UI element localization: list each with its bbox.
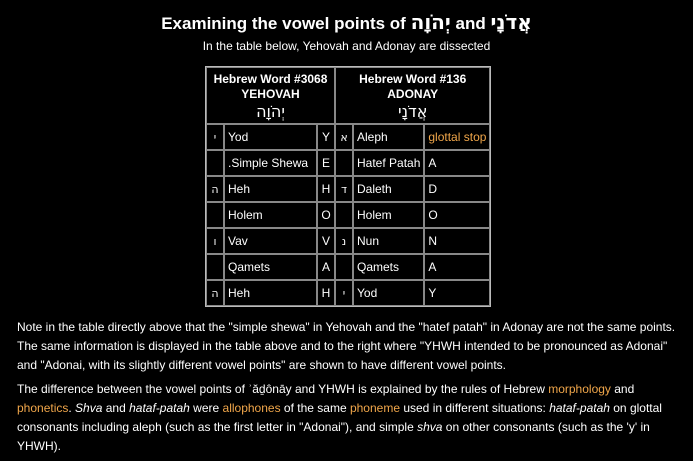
hebrew-letter-yehovah	[206, 202, 224, 228]
yehovah-transliteration: Y	[317, 124, 335, 150]
adonay-component-name: Hatef Patah	[353, 150, 424, 176]
adonay-component-name: Yod	[353, 280, 424, 306]
adonay-component-name: Aleph	[353, 124, 424, 150]
hebrew-letter-yehovah: י	[206, 124, 224, 150]
adonay-component-name: Daleth	[353, 176, 424, 202]
note-text: .	[68, 401, 76, 415]
adonay-transliteration: glottal stop	[424, 124, 490, 150]
adonay-transliteration: O	[424, 202, 490, 228]
adonay-header	[335, 67, 490, 124]
title-prefix: Examining the vowel points of	[161, 14, 406, 33]
hebrew-letter-adonay	[335, 202, 353, 228]
table-header-row	[206, 67, 490, 124]
yehovah-component-name: Heh	[224, 176, 317, 202]
yehovah-name: YEHOVAH	[241, 87, 300, 101]
dissection-table	[205, 66, 491, 307]
yehovah-component-name: Holem	[224, 202, 317, 228]
table-row	[206, 124, 490, 150]
note-text: and	[102, 401, 130, 415]
note-text: on glottal consonants including aleph (such as the first letter in "Adonai"), and simple	[17, 401, 662, 434]
page-title	[0, 10, 693, 36]
note-text: and	[610, 382, 635, 396]
hebrew-letter-yehovah: ה	[206, 280, 224, 306]
note-text: and YHWH is explained by the rules of Hebrew	[291, 382, 549, 396]
hebrew-letter-yehovah	[206, 150, 224, 176]
yehovah-transliteration: H	[317, 176, 335, 202]
yehovah-transliteration: O	[317, 202, 335, 228]
yehovah-component-name: Yod	[224, 124, 317, 150]
table-row	[206, 280, 490, 306]
hebrew-letter-adonay: י	[335, 280, 353, 306]
yehovah-hebrew: יְהֹוָה	[256, 102, 285, 121]
note-text: The difference between the vowel points of	[17, 382, 249, 396]
adonay-transliteration: Y	[424, 280, 490, 306]
yehovah-header	[206, 67, 335, 124]
yehovah-component-name: Heh	[224, 280, 317, 306]
yehovah-transliteration: A	[317, 254, 335, 280]
hataf-patah-term: hataf-patah	[129, 401, 190, 415]
hebrew-letter-adonay	[335, 254, 353, 280]
hebrew-letter-yehovah	[206, 254, 224, 280]
table-row	[206, 176, 490, 202]
note-text: used in different situations:	[400, 401, 550, 415]
table-row	[206, 228, 490, 254]
shva-term: shva	[417, 420, 443, 434]
yehovah-component-name: Vav	[224, 228, 317, 254]
notes-section	[17, 318, 677, 461]
adonay-component-name: Qamets	[353, 254, 424, 280]
adonay-transliteration: A	[424, 254, 490, 280]
note-text: of the same	[280, 401, 350, 415]
yehovah-component-name: .Simple Shewa	[224, 150, 317, 176]
note-paragraph-1: Note in the table directly above that the "simple shewa" in Yehovah and the "hatef patah" in Adonay are not the same points. The same information is displayed in the table above and to the right where "YHWH intended to be pronounced as Adonai" and "Adonai, with its slightly different vowel points" are shown to have different vowel points.	[17, 320, 676, 372]
yehovah-label: Hebrew Word #3068	[213, 72, 328, 86]
yehovah-transliteration: V	[317, 228, 335, 254]
allophones-link[interactable]: allophones	[222, 401, 281, 415]
note-text: on other consonants (such as the 'y' in YHWH).	[17, 420, 650, 453]
adonay-name: ADONAY	[387, 87, 439, 101]
table-row	[206, 254, 490, 280]
yehovah-component-name: Qamets	[224, 254, 317, 280]
title-hebrew-yhwh: יְהֹוָה	[410, 10, 451, 34]
adonay-transliteration: A	[424, 150, 490, 176]
table-row	[206, 202, 490, 228]
adonay-transliteration: D	[424, 176, 490, 202]
table-row	[206, 150, 490, 176]
adonay-component-name: Holem	[353, 202, 424, 228]
hebrew-letter-yehovah: ה	[206, 176, 224, 202]
hebrew-letter-yehovah: ו	[206, 228, 224, 254]
hataf-patah-term: hataf-patah	[549, 401, 610, 415]
adonay-hebrew: אֲדֹנָי	[398, 102, 428, 121]
yehovah-transliteration: E	[317, 150, 335, 176]
morphology-link[interactable]: morphology	[548, 382, 611, 396]
adonay-component-name: Nun	[353, 228, 424, 254]
page-subtitle: In the table below, Yehovah and Adonay are dissected	[202, 39, 491, 53]
note-text: were	[189, 401, 223, 415]
phoneme-link[interactable]: phoneme	[349, 401, 400, 415]
shva-term: Shva	[75, 401, 103, 415]
transliteration-adonay: ʾăḏônāy	[248, 382, 292, 396]
note-paragraph-2	[17, 380, 677, 456]
adonay-label: Hebrew Word #136	[359, 72, 467, 86]
phonetics-link[interactable]: phonetics	[17, 401, 69, 415]
hebrew-letter-adonay: ד	[335, 176, 353, 202]
hebrew-letter-adonay: נ	[335, 228, 353, 254]
adonay-transliteration: N	[424, 228, 490, 254]
title-hebrew-adonay: אֲדֹנָי	[490, 10, 532, 34]
title-and: and	[455, 14, 486, 33]
hebrew-letter-adonay	[335, 150, 353, 176]
hebrew-letter-adonay: א	[335, 124, 353, 150]
yehovah-transliteration: H	[317, 280, 335, 306]
